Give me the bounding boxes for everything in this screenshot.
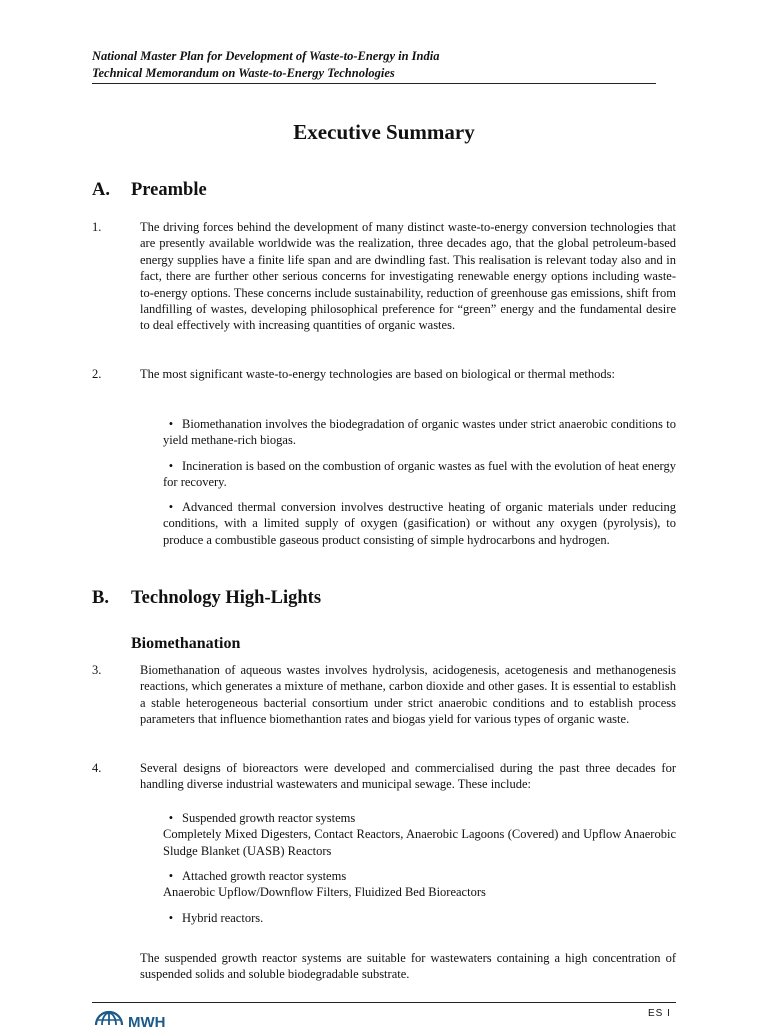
- bullet-text: Advanced thermal conversion involves destructive heating of organic materials under reducing conditions, with a limited supply of oxygen (gasification) or without any oxygen (pyrolysis), to produce a combustible gaseous product consisting of simple hydrocarbons and hydrogen.: [163, 500, 676, 547]
- logo-text: MWH: [128, 1014, 166, 1031]
- bullet-item: [163, 499, 676, 548]
- section-title: Preamble: [131, 180, 207, 200]
- section-heading-b: [92, 588, 321, 609]
- section-title: Technology High-Lights: [131, 588, 322, 608]
- header-divider: [92, 83, 656, 84]
- bullet-detail: Anaerobic Upflow/Downflow Filters, Fluidized Bed Bioreactors: [163, 885, 486, 900]
- bullet-detail: Completely Mixed Digesters, Contact Reactors, Anaerobic Lagoons (Covered) and Upflow Anaerobic Sludge Blanket (UASB) Reactors: [163, 827, 676, 858]
- paragraph-number: 4.: [92, 761, 102, 775]
- bullet-icon: •: [168, 417, 174, 431]
- paragraph-text: The driving forces behind the development of many distinct waste-to-energy conversion technologies that are presently available worldwide was the realization, three decades ago, that the global petroleum-based energy supplies have a finite life span and are dwindling fast. This realisation is relevant today also and in fact, there are further other serious concerns for investigating renewable energy options including waste-to-energy options. These concerns include sustainability, reduction of greenhouse gas emissions, shift from landfilling of wastes, developing philosophical preference for “green” energy and the fundamental desire to deal effectively with increasing quantities of organic wastes.: [140, 220, 676, 333]
- section-letter: A.: [92, 180, 110, 200]
- bullet-item: [163, 416, 676, 449]
- section-heading-a: [92, 180, 207, 201]
- paragraph-2: [92, 366, 676, 382]
- bullet-icon: •: [168, 869, 174, 883]
- footer-divider: [92, 1002, 676, 1003]
- running-header: [92, 48, 656, 82]
- bullet-icon: •: [168, 811, 174, 825]
- bullet-item: [163, 910, 676, 926]
- paragraph-1: [92, 219, 676, 334]
- paragraph-text: Biomethanation of aqueous wastes involves hydrolysis, acidogenesis, acetogenesis and methanogenesis reactions, which generates a mixture of methane, carbon dioxide and other gases. It is essential to establish a stable heterogeneous bacterial consortium under strict anaerobic conditions and to establish process parameters that influence biomethantion rates and biogas yield for various types of organic waste.: [140, 663, 676, 727]
- paragraph-3: [92, 662, 676, 728]
- paragraph-text: The most significant waste-to-energy technologies are based on biological or thermal methods:: [140, 367, 615, 381]
- bullet-icon: •: [168, 459, 174, 473]
- bullet-title: Suspended growth reactor systems: [182, 811, 356, 825]
- subheading-biomethanation: Biomethanation: [131, 635, 241, 652]
- paragraph-text: Several designs of bioreactors were developed and commercialised during the past three decades for handling diverse industrial wastewaters and municipal sewage. These include:: [140, 761, 676, 792]
- page-title: Executive Summary: [293, 120, 475, 144]
- closing-paragraph: The suspended growth reactor systems are suitable for wastewaters containing a high concentration of suspended solids and soluble biodegradable substrate.: [140, 951, 676, 982]
- paragraph-4: [92, 760, 676, 793]
- bullet-title: Attached growth reactor systems: [182, 869, 347, 883]
- bullet-item: [163, 868, 676, 901]
- header-line-2: Technical Memorandum on Waste-to-Energy Technologies: [92, 66, 395, 80]
- page-number: ES I: [648, 1008, 671, 1019]
- bullet-icon: •: [168, 911, 174, 925]
- bullet-title: Hybrid reactors.: [182, 911, 264, 925]
- paragraph-number: 1.: [92, 220, 102, 234]
- bullet-text: Incineration is based on the combustion of organic wastes as fuel with the evolution of heat energy for recovery.: [163, 459, 676, 490]
- bullet-item: [163, 810, 676, 859]
- bullet-icon: •: [168, 500, 174, 514]
- company-logo: [94, 1008, 166, 1031]
- paragraph-number: 2.: [92, 367, 102, 381]
- paragraph-number: 3.: [92, 663, 102, 677]
- globe-logo-icon: [94, 1008, 124, 1026]
- header-line-1: National Master Plan for Development of Waste-to-Energy in India: [92, 49, 440, 63]
- bullet-item: [163, 458, 676, 491]
- section-letter: B.: [92, 588, 109, 608]
- bullet-text: Biomethanation involves the biodegradation of organic wastes under strict anaerobic conditions to yield methane-rich biogas.: [163, 417, 676, 448]
